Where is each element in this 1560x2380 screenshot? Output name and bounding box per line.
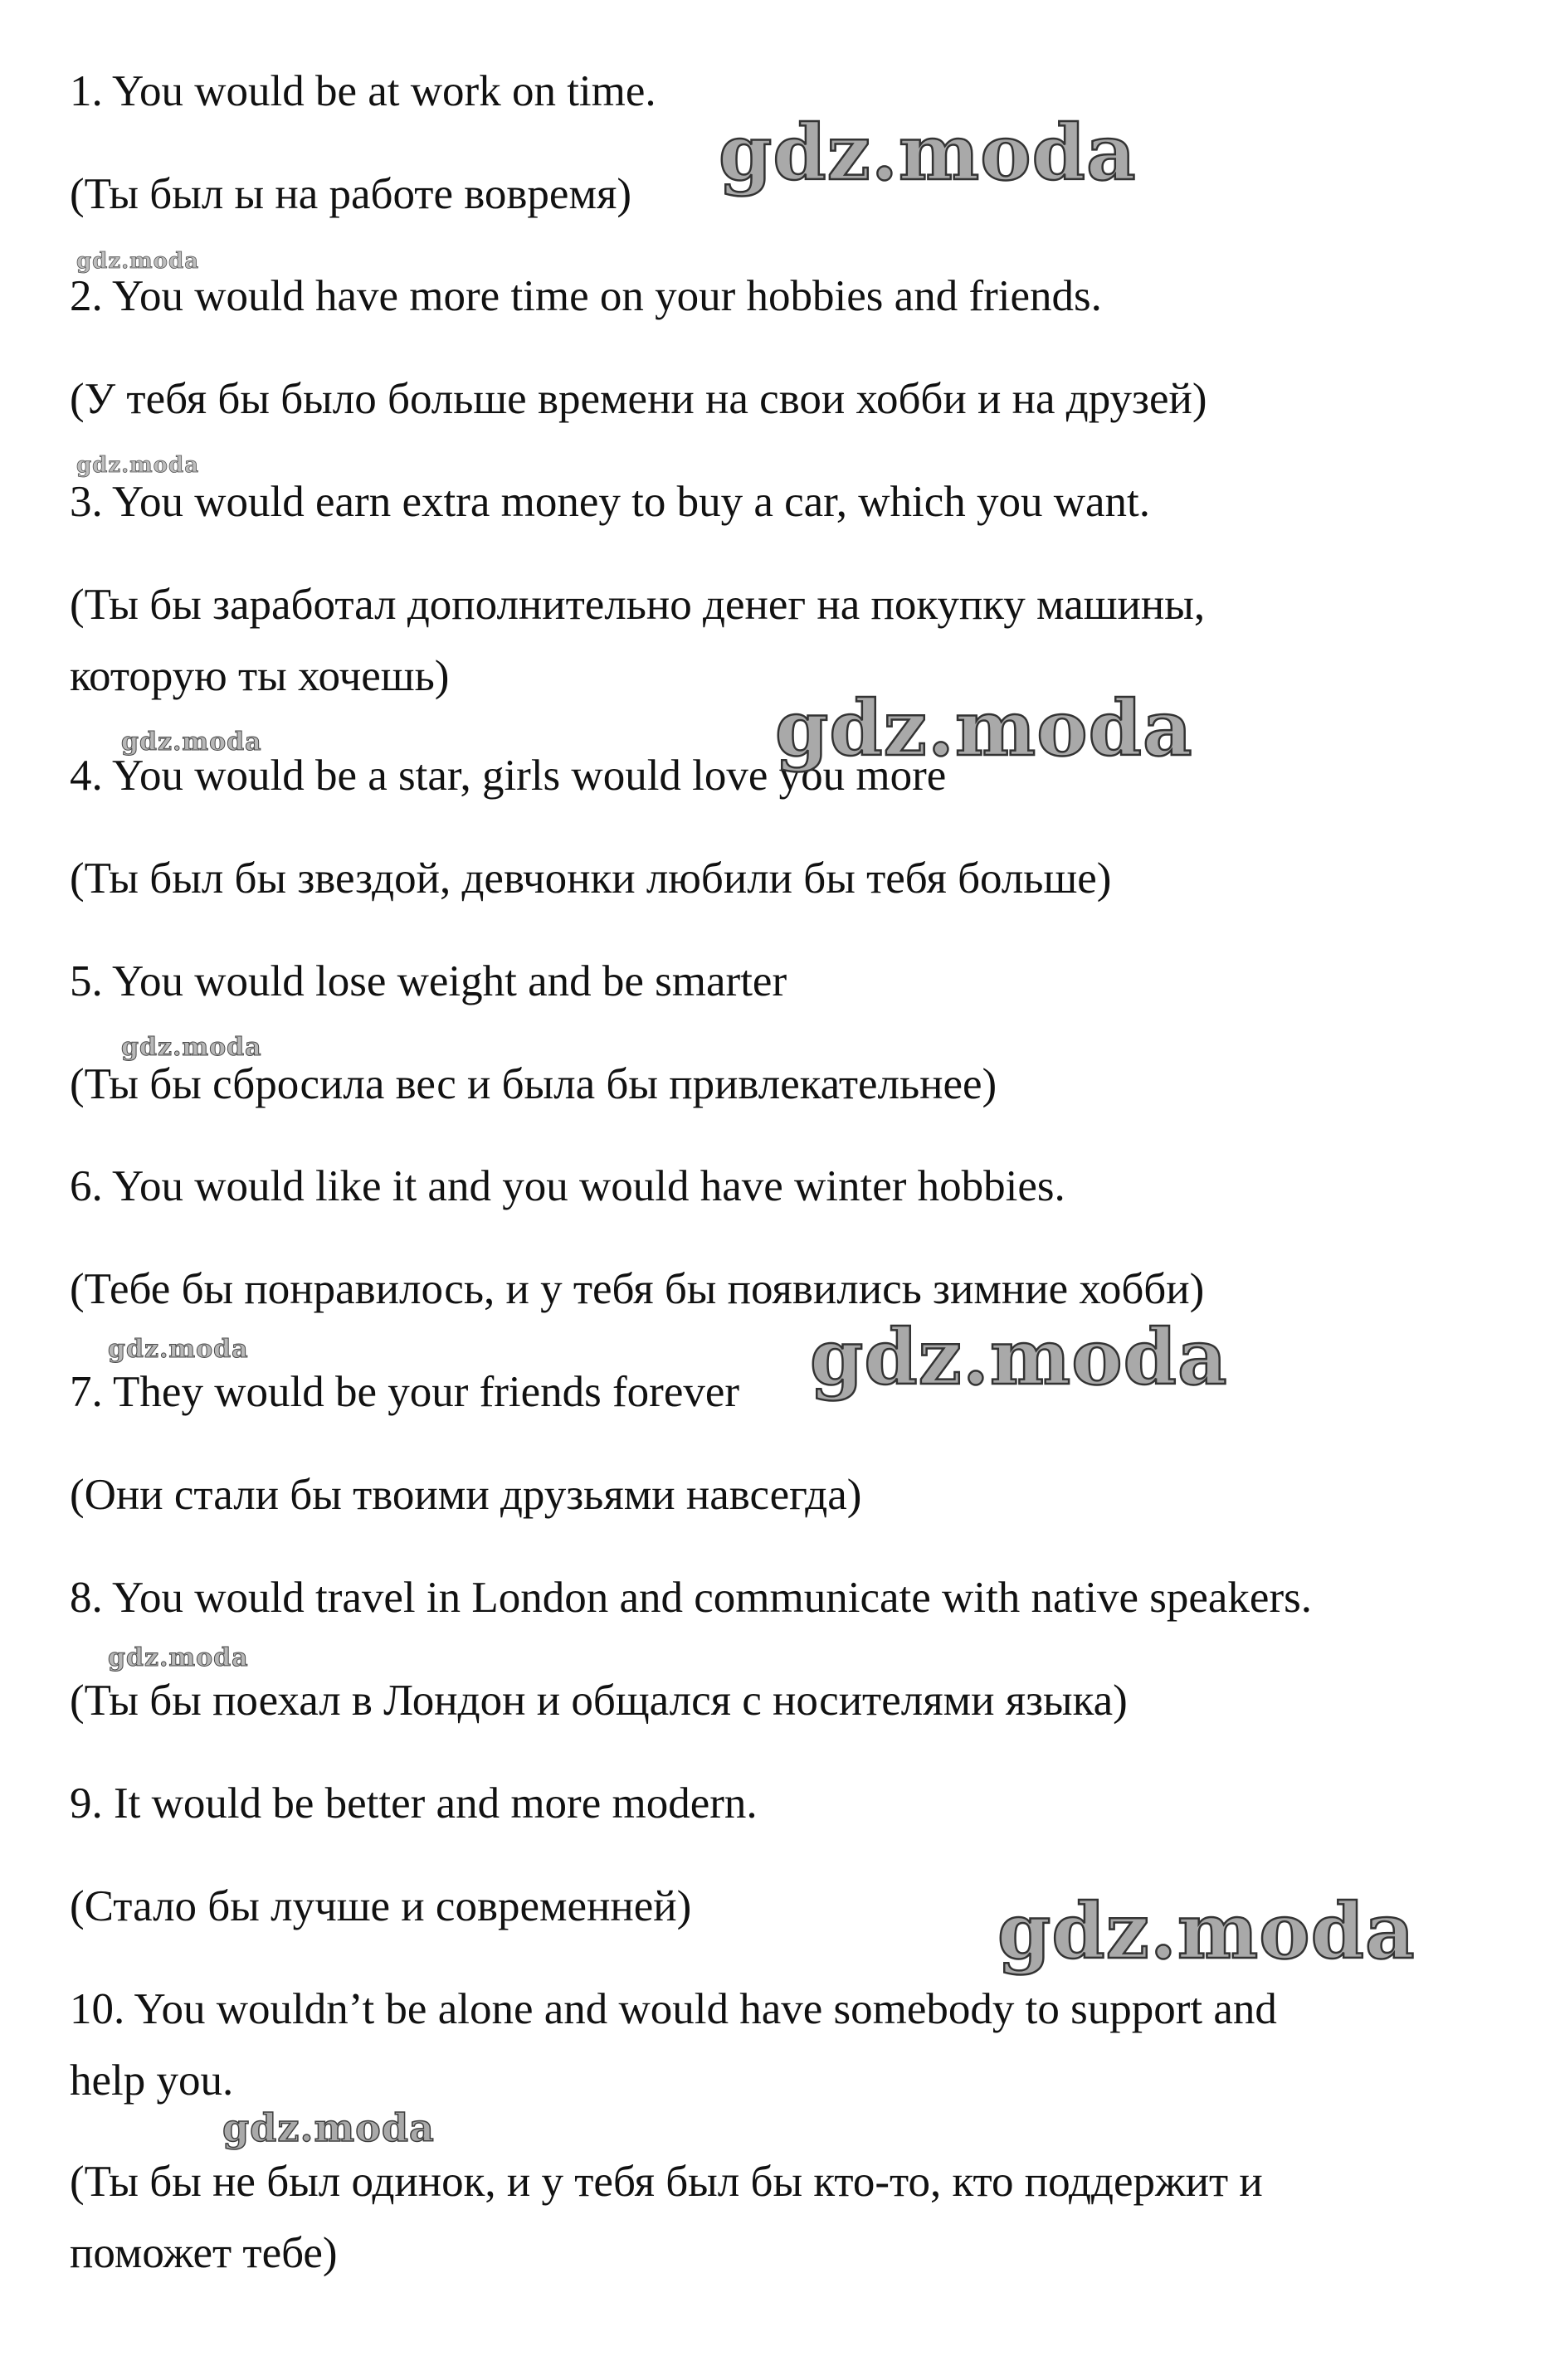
translation-1: (Ты был ы на работе вовремя) bbox=[70, 170, 632, 218]
answer-3: 3. You would earn extra money to buy a car, which you want. bbox=[70, 478, 1150, 526]
answer-7: 7. They would be your friends forever bbox=[70, 1368, 740, 1416]
watermark-logo: gdz.moda bbox=[108, 1643, 249, 1672]
translation-5: (Ты бы сбросила вес и была бы привлекательнее) bbox=[70, 1060, 997, 1108]
watermark-logo: gdz.moda bbox=[222, 2105, 435, 2150]
answer-4: 4. You would be a star, girls would love you more bbox=[70, 752, 947, 800]
watermark-logo: gdz.moda bbox=[775, 684, 1193, 773]
translation-10-line-1: (Ты бы не был одинок, и у тебя был бы кто-то, кто поддержит и bbox=[70, 2158, 1263, 2206]
translation-10-line-2: поможет тебе) bbox=[70, 2229, 338, 2277]
watermark-logo: gdz.moda bbox=[997, 1886, 1416, 1976]
answer-10-line-1: 10. You wouldn’t be alone and would have somebody to support and bbox=[70, 1985, 1277, 2033]
translation-6: (Тебе бы понравилось, и у тебя бы появились зимние хобби) bbox=[70, 1265, 1205, 1313]
watermark-logo: gdz.moda bbox=[810, 1312, 1228, 1402]
translation-8: (Ты бы поехал в Лондон и общался с носителями языка) bbox=[70, 1677, 1128, 1725]
answer-9: 9. It would be better and more modern. bbox=[70, 1779, 758, 1828]
watermark-logo: gdz.moda bbox=[76, 249, 200, 274]
answer-2: 2. You would have more time on your hobbies and friends. bbox=[70, 272, 1102, 320]
answer-8: 8. You would travel in London and communicate with native speakers. bbox=[70, 1574, 1312, 1622]
watermark-logo: gdz.moda bbox=[719, 108, 1137, 197]
translation-3-line-2: которую ты хочешь) bbox=[70, 652, 450, 700]
answer-1: 1. You would be at work on time. bbox=[70, 67, 656, 115]
answer-5: 5. You would lose weight and be smarter bbox=[70, 957, 787, 1005]
translation-4: (Ты был бы звездой, девчонки любили бы тебя больше) bbox=[70, 854, 1112, 903]
watermark-logo: gdz.moda bbox=[121, 728, 262, 757]
answer-6: 6. You would like it and you would have winter hobbies. bbox=[70, 1162, 1065, 1210]
translation-9: (Стало бы лучше и современней) bbox=[70, 1882, 692, 1930]
answer-10-line-2: help you. bbox=[70, 2056, 234, 2105]
watermark-logo: gdz.moda bbox=[108, 1335, 249, 1364]
translation-2: (У тебя бы было больше времени на свои хобби и на друзей) bbox=[70, 375, 1207, 423]
translation-7: (Они стали бы твоими друзьями навсегда) bbox=[70, 1471, 862, 1519]
watermark-logo: gdz.moda bbox=[121, 1033, 262, 1062]
translation-3-line-1: (Ты бы заработал дополнительно денег на покупку машины, bbox=[70, 581, 1206, 629]
watermark-logo: gdz.moda bbox=[76, 453, 200, 478]
